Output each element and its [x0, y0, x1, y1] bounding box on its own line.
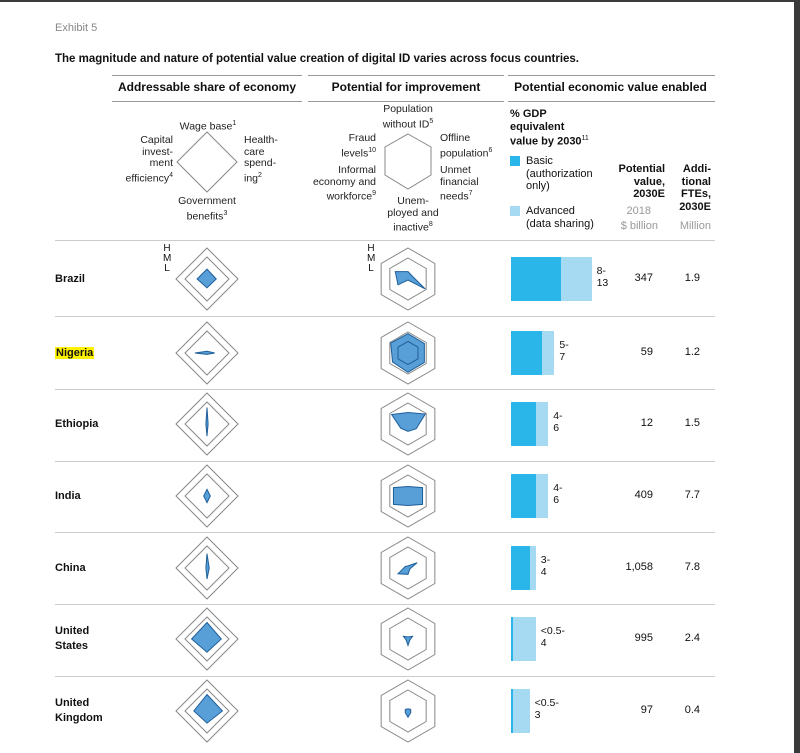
gdp-range-label: 3- 4	[540, 554, 551, 578]
additional-ftes: 7.8	[684, 561, 700, 573]
country-name-text: United States	[55, 625, 90, 652]
potential-value: 347	[634, 272, 653, 284]
advanced-value-bar	[511, 617, 536, 661]
legend-hexagon	[0, 0, 1, 1]
axis-label-informal-economy: Informal economy and workforce$^9$	[312, 164, 376, 203]
improvement-hexagon-chart	[373, 533, 443, 603]
potential-value: 409	[634, 489, 653, 501]
legend-advanced-label: Advanced (data sharing)	[526, 205, 594, 230]
axis-label-wage-base: Wage base$^1$	[179, 120, 237, 133]
potential-value: 12	[640, 417, 653, 429]
potential-value: 1,058	[625, 561, 653, 573]
addressable-diamond-chart	[172, 318, 242, 388]
improvement-hexagon-chart	[373, 244, 443, 314]
axis-label-government-benefits: Government benefits$^3$	[178, 195, 236, 222]
axis-label-capital-investment: Capital invest- ment efficiency$^4$	[125, 134, 173, 184]
additional-ftes: 2.4	[684, 632, 700, 644]
additional-ftes: 0.4	[684, 704, 700, 716]
addressable-share-shape	[197, 269, 216, 288]
legend-basic-swatch	[510, 156, 520, 166]
country-name	[55, 272, 85, 287]
top-frame-line	[0, 0, 800, 2]
country-name-text: India	[55, 490, 81, 502]
country-name-text: United Kingdom	[55, 697, 103, 724]
basic-value-bar	[511, 402, 536, 446]
col-value-year: 2018	[626, 205, 651, 217]
section-improvement: Potential for improvement	[331, 80, 481, 94]
addressable-share-shape	[195, 351, 215, 354]
country-name	[55, 561, 86, 576]
country-name	[55, 489, 81, 504]
addressable-diamond-chart	[172, 533, 242, 603]
addressable-diamond-chart	[172, 244, 242, 314]
exhibit-title: The magnitude and nature of potential value creation of digital ID varies across focus countries.	[55, 53, 579, 65]
country-name	[55, 696, 103, 726]
improvement-shape	[398, 563, 417, 575]
section-addressable: Addressable share of economy	[117, 80, 297, 94]
gdp-range-label: <0.5- 3	[534, 697, 559, 721]
row-divider	[55, 240, 715, 241]
improvement-hexagon-chart	[373, 676, 443, 746]
axis-label-population-without-id: Population without $ID^5$	[382, 103, 434, 130]
additional-ftes: 1.9	[684, 272, 700, 284]
exhibit-label: Exhibit 5	[55, 22, 98, 34]
basic-value-bar	[511, 546, 530, 590]
section-rule-bottom-2	[308, 101, 504, 102]
improvement-hexagon-chart	[373, 318, 443, 388]
gdp-header: % GDP equivalent value by 2030$^{11}$	[510, 108, 589, 148]
potential-value: 995	[634, 632, 653, 644]
addressable-diamond-chart	[172, 604, 242, 674]
additional-ftes: 7.7	[684, 489, 700, 501]
right-frame-border	[794, 0, 800, 753]
basic-value-bar	[511, 689, 513, 733]
advanced-value-bar	[511, 689, 530, 733]
country-name-text: China	[55, 562, 86, 574]
addressable-diamond-chart	[172, 461, 242, 531]
axis-label-unmet-financial-needs: Unmet financial needs$^7$	[440, 164, 479, 203]
additional-ftes: 1.5	[684, 417, 700, 429]
improvement-shape	[392, 412, 426, 431]
hml-scale-improvement: H M L	[367, 243, 376, 274]
improvement-hexagon-chart	[373, 604, 443, 674]
axis-label-fraud-levels: Fraud levels$^{10}$	[341, 132, 376, 159]
addressable-diamond-chart	[172, 389, 242, 459]
improvement-shape	[393, 487, 422, 506]
potential-value: 97	[640, 704, 653, 716]
country-name-text: Nigeria	[56, 347, 94, 359]
additional-ftes: 1.2	[684, 346, 700, 358]
improvement-hexagon-chart	[373, 461, 443, 531]
country-name-text: Brazil	[55, 273, 85, 285]
legend-basic-label: Basic (authorization only)	[526, 155, 593, 192]
section-rule-top-2	[308, 75, 504, 76]
basic-value-bar	[511, 617, 513, 661]
axis-label-healthcare: Health- care spend- ing$^2$	[244, 134, 278, 184]
gdp-range-label: <0.5- 4	[540, 625, 566, 649]
addressable-share-shape	[206, 408, 208, 437]
col-value-title: Potential value, 2030E	[618, 163, 665, 200]
gdp-range-label: 8- 13	[596, 265, 609, 289]
improvement-hexagon-chart	[373, 389, 443, 459]
col-fte-title: Addi- tional FTEs, 2030E	[679, 163, 711, 213]
section-rule-bottom-3	[508, 101, 715, 102]
col-value-unit: $ billion	[620, 220, 658, 232]
axis-label-unemployed: Unem- ployed and inactive$^8$	[387, 195, 439, 234]
gdp-range-label: 5- 7	[559, 339, 569, 363]
addressable-share-shape	[204, 489, 211, 502]
improvement-shape	[405, 709, 410, 717]
addressable-diamond-chart	[172, 676, 242, 746]
hml-scale-addressable: H M L	[163, 243, 172, 274]
gdp-range-label: 4- 6	[553, 482, 563, 506]
basic-value-bar	[511, 474, 536, 518]
section-rule-top-1	[112, 75, 302, 76]
addressable-share-shape	[206, 554, 209, 579]
section-economic: Potential economic value enabled	[514, 80, 707, 94]
addressable-share-shape	[194, 695, 223, 724]
col-fte-unit: Million	[679, 220, 711, 232]
section-rule-top-3	[508, 75, 715, 76]
gdp-range-label: 4- 6	[553, 410, 563, 434]
section-rule-bottom-1	[112, 101, 302, 102]
basic-value-bar	[511, 257, 561, 301]
potential-value: 59	[640, 346, 653, 358]
country-name-text: Ethiopia	[55, 418, 99, 430]
country-name	[55, 417, 98, 432]
legend-advanced-swatch	[510, 206, 520, 216]
basic-value-bar	[511, 331, 542, 375]
country-name	[55, 346, 94, 361]
axis-label-offline-population: Offline population$^6$	[440, 132, 493, 159]
row-divider	[55, 316, 715, 317]
improvement-shape	[395, 272, 425, 289]
improvement-shape	[403, 636, 412, 645]
country-name	[55, 624, 89, 654]
